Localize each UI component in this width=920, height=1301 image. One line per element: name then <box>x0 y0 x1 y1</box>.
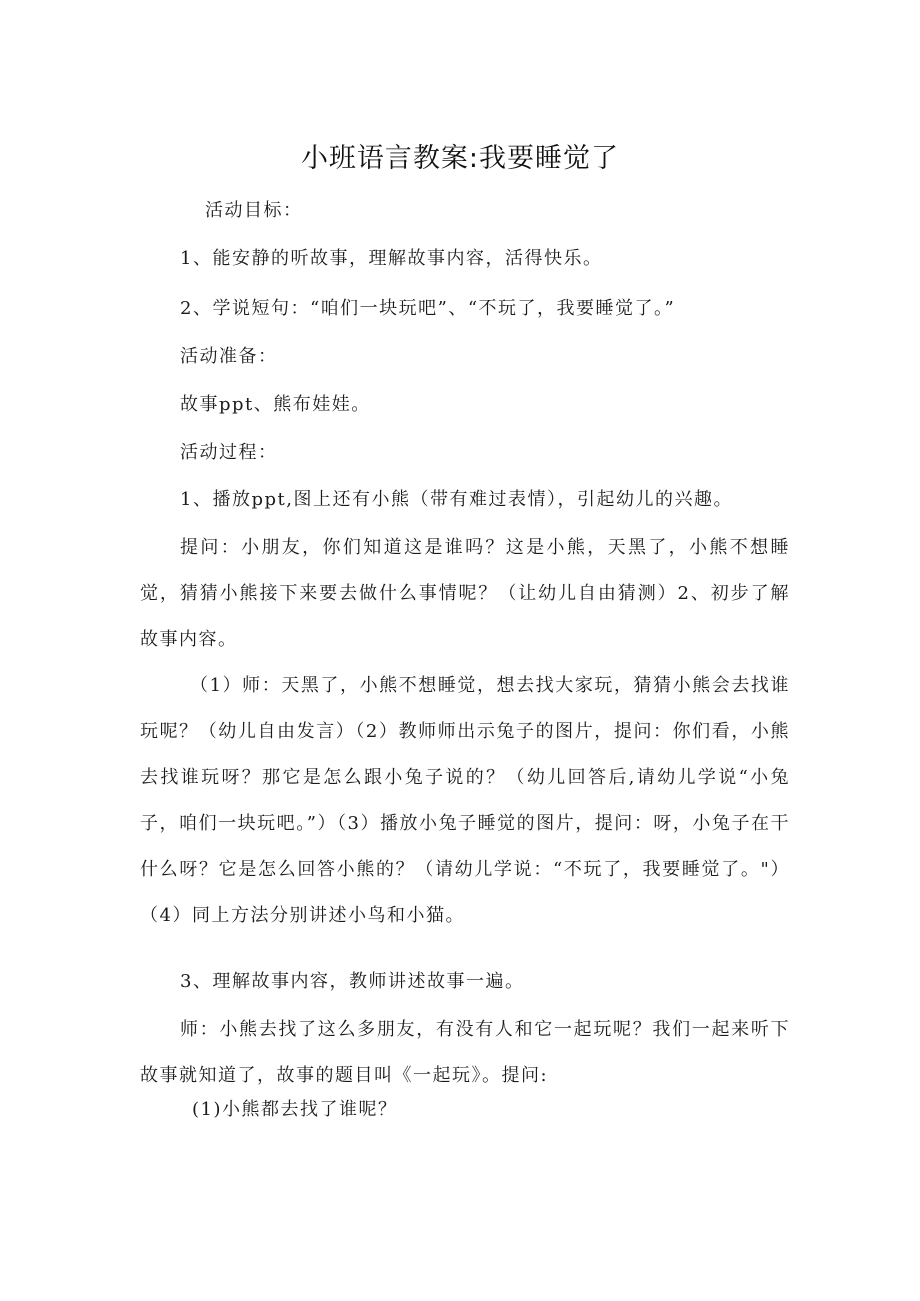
goal-heading: 活动目标： <box>205 200 303 221</box>
prep-items: 故事ppt、熊布娃娃。 <box>180 394 371 415</box>
process-heading: 活动过程： <box>180 442 278 463</box>
goal-item-2: 2、学说短句：“咱们一块玩吧”、“不玩了，我要睡觉了。” <box>180 298 676 319</box>
step-2-detail-paragraph: （1）师：天黑了，小熊不想睡觉，想去找大家玩，猜猜小熊会去找谁玩呢？（幼儿自由发言）（2）教师师出示兔子的图片，提问：你们看，小熊去找谁玩呀？那它是怎么跟小兔子说的？（幼儿回答后,请幼儿学说“小兔子，咱们一块玩吧。”）（3）播放小兔子睡觉的图片，提问：呀，小兔子在干什么呀？它是怎么回答小熊的？（请幼儿学说：“不玩了，我要睡觉了。"）（4）同上方法分别讲述小鸟和小猫。 <box>140 675 790 926</box>
process-step-1: 1、播放ppt,图上还有小熊（带有难过表情），引起幼儿的兴趣。 <box>180 489 733 510</box>
story-intro-paragraph: 师：小熊去找了这么多朋友，有没有人和它一起玩呢？我们一起来听下故事就知道了，故事的题目叫《一起玩》。提问: <box>140 1019 790 1086</box>
prep-heading: 活动准备： <box>180 346 278 367</box>
document-title: 小班语言教案:我要睡觉了 <box>300 143 620 174</box>
question-item-1: (1)小熊都去找了谁呢？ <box>192 1099 398 1120</box>
question-intro-paragraph: 提问：小朋友，你们知道这是谁吗？这是小熊，天黑了，小熊不想睡觉，猜猜小熊接下来要去做什么事情呢？（让幼儿自由猜测）2、初步了解故事内容。 <box>140 537 790 650</box>
process-step-3: 3、理解故事内容，教师讲述故事一遍。 <box>180 971 525 992</box>
goal-item-1: 1、能安静的听故事，理解故事内容，活得快乐。 <box>180 248 603 269</box>
